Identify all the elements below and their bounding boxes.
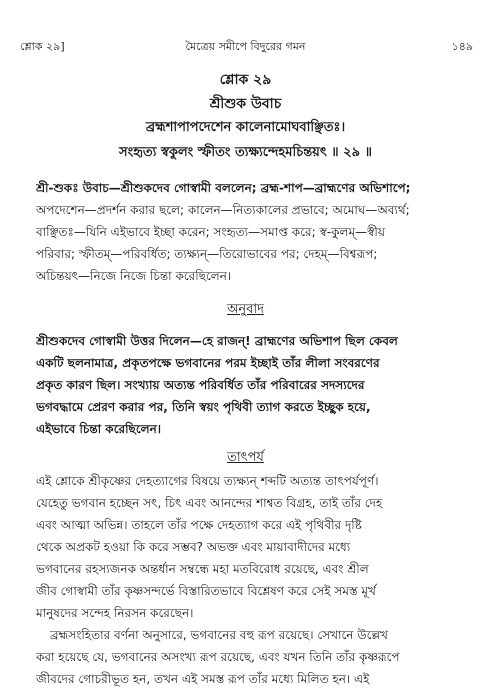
translation-line: প্রকৃত কারণ ছিল। সংখ্যায় অত্যন্ত পরিবর্ধিত তাঁর পরিবারের সদস্যদের — [36, 378, 365, 392]
synonyms-line: অচিন্তয়ৎ—নিজে নিজে চিন্তা করেছিলেন। — [36, 269, 232, 283]
verse-line-2: সংহৃত্য স্বকুলং স্ফীতং ত্যক্ষ্যন্দেহমচিন্তয়ৎ ॥ ২৯ ॥ — [119, 145, 372, 160]
verse-line-1: ব্রহ্মশাপাপদেশেন কালেনামোঘবাঞ্ছিতঃ। — [145, 120, 346, 135]
purport-line: মানুষদের সন্দেহ নিরসন করেছেন। — [36, 606, 194, 620]
synonyms-block — [36, 177, 466, 287]
translation-line: এইভাবে চিন্তা করেছিলেন। — [36, 422, 162, 436]
purport-line: এবং আত্মা অভিন্ন। তাহলে তাঁর পক্ষে দেহত্যাগ করে এই পৃথিবীর দৃষ্টি — [36, 518, 362, 532]
purport-heading: তাৎপর্য — [227, 450, 264, 465]
page-number: ১৪৯ — [451, 40, 473, 53]
purport-line: ভগবানের রহস্যজনক অন্তর্ধান সম্বন্ধে মহা মতবিরোধ রয়েছে, এবং শ্রীল — [36, 562, 369, 576]
translation-heading: অনুবাদ — [227, 302, 264, 317]
purport-line: ব্রহ্মসংহিতার বর্ণনা অনুসারে, ভগবানের বহু রূপ রয়েছে। সেখানে উল্লেখ — [50, 628, 388, 642]
verse-speaker: শ্রীশুক উবাচ — [209, 96, 282, 112]
translation-line: একটি ছলনামাত্র, প্রকৃতপক্ষে ভগবানের পরম ইচ্ছাই তাঁর লীলা সংবরণের — [36, 356, 380, 370]
synonyms-line: শ্রী-শুকঃ উবাচ—শ্রীশুকদেব গোস্বামী বললেন; ব্রহ্ম-শাপ—ব্রাহ্মণের অভিশাপে; — [36, 181, 411, 195]
purport-line: এই শ্লোকে শ্রীকৃষ্ণের দেহত্যাগের বিষয়ে ত্যক্ষ্যন্ শব্দটি অত্যন্ত তাৎপর্যপূর্ণ। — [36, 474, 379, 488]
translation-line: ভগবদ্ধামে প্রেরণ করার পর, তিনি স্বয়ং পৃথিবী ত্যাগ করতে ইচ্ছুক হয়ে, — [36, 400, 371, 414]
synonyms-line: পরিবার; স্ফীতম্—পরিবর্ধিত; ত্যক্ষ্যন্—তিরোভাবের পর; দেহম্—বিশ্বরূপ; — [36, 247, 378, 261]
synonyms-line: অপদেশেন—প্রদর্শন করার ছলে; কালেন—নিত্যকালের প্রভাবে; অমোঘ—অব্যর্থ; — [36, 203, 410, 217]
synonyms-line: বাঞ্ছিতঃ—যিনি এইভাবে ইচ্ছা করেন; সংহৃত্য—সমাপ্ত করে; স্ব-কুলম্—স্বীয় — [36, 225, 385, 239]
purport-line: যেহেতু ভগবান হচ্ছেন সৎ, চিৎ এবং আনন্দের শাশ্বত বিগ্রহ, তাই তাঁর দেহ — [36, 496, 383, 510]
verse-number: শ্লোক ২৯ — [219, 72, 272, 88]
header-verse-ref: শ্লোক ২৯] — [20, 40, 65, 53]
purport-line: থেকে অপ্রকট হওয়া কি করে সম্ভব? অভক্ত এবং মায়াবাদীদের মধ্যে — [36, 540, 351, 554]
header-chapter-title: মৈত্রেয় সমীপে বিদুরের গমন — [185, 40, 306, 53]
translation-block — [36, 330, 466, 440]
purport-line: জীব গোস্বামী তাঁর কৃষ্ণসন্দর্ভে বিস্তারিতভাবে বিশ্লেষণ করে সেই সমস্ত মূর্খ — [36, 584, 376, 598]
purport-block — [36, 470, 466, 690]
purport-line: জীবদের গোচরীভূত হন, তখন এই সমস্ত রূপ তাঁর মধ্যে মিলিত হন। এই — [36, 672, 370, 686]
purport-line: করা হয়েছে যে, ভগবানের অসংখ্য রূপ রয়েছে, এবং যখন তিনি তাঁর কৃষ্ণরূপে — [36, 650, 400, 664]
translation-line: শ্রীশুকদেব গোস্বামী উত্তর দিলেন—হে রাজন্! ব্রাহ্মণের অভিশাপ ছিল কেবল — [36, 334, 398, 348]
